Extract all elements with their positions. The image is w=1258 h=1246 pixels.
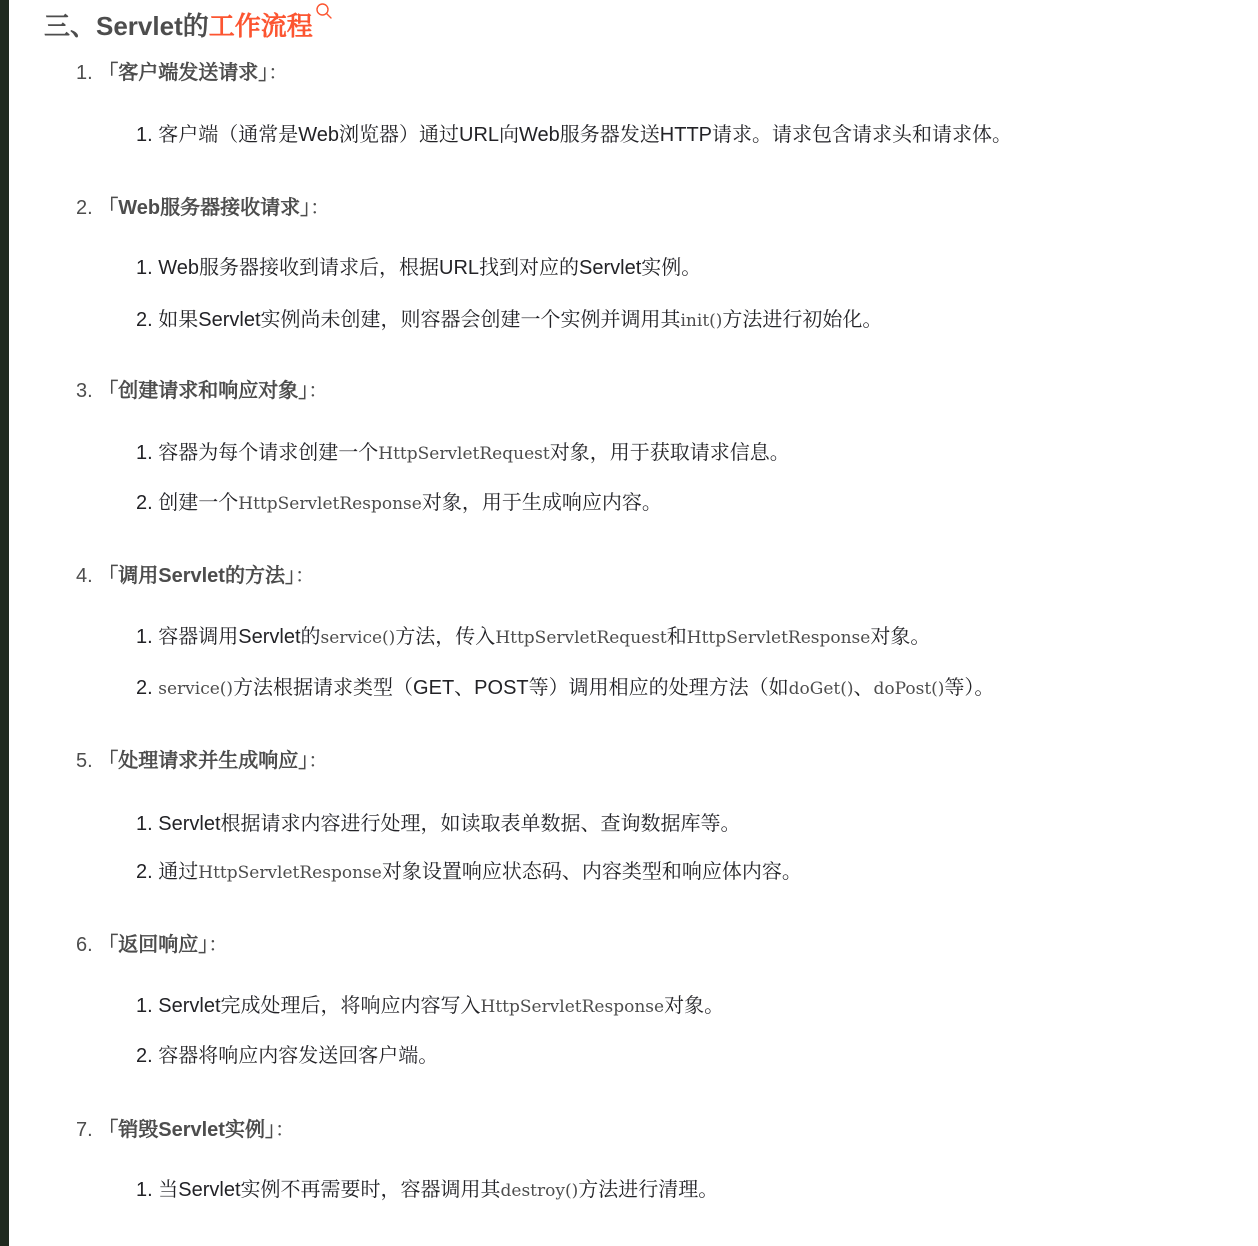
- inline-code: HttpServletRequest: [378, 444, 550, 464]
- step-detail-item: [136, 1041, 438, 1071]
- step-colon: ：: [274, 1119, 295, 1141]
- detail-text: 对象，用于生成响应内容。: [421, 492, 662, 514]
- step-number: 3.: [76, 380, 93, 402]
- detail-text: 等）。: [944, 677, 995, 699]
- detail-text: 容器调用Servlet的: [158, 626, 321, 648]
- step-colon: ：: [308, 750, 329, 772]
- step-number: 7.: [76, 1119, 93, 1141]
- step-heading: [76, 58, 288, 88]
- detail-number: 1.: [136, 995, 153, 1017]
- detail-text: 如果Servlet实例尚未创建，则容器会创建一个实例并调用其: [158, 309, 681, 331]
- step-heading: [76, 746, 328, 776]
- detail-number: 1.: [136, 124, 153, 146]
- inline-code: HttpServletRequest: [495, 628, 667, 648]
- left-edge-strip: [0, 0, 9, 1246]
- step-number: 2.: [76, 197, 93, 219]
- step-heading: [76, 1115, 295, 1145]
- detail-number: 2.: [136, 677, 153, 699]
- step-detail-item: [136, 991, 724, 1022]
- step-title: 「客户端发送请求」: [98, 62, 269, 84]
- detail-text: 当Servlet实例不再需要时，容器调用其: [158, 1179, 501, 1201]
- step-colon: ：: [294, 565, 315, 587]
- step-number: 5.: [76, 750, 93, 772]
- step-number: 6.: [76, 934, 93, 956]
- inline-code: init(): [680, 311, 723, 331]
- detail-text: 和: [666, 626, 687, 648]
- step-number: 4.: [76, 565, 93, 587]
- step-colon: ：: [268, 62, 289, 84]
- inline-code: HttpServletResponse: [480, 997, 665, 1017]
- detail-text: 对象。: [870, 626, 931, 648]
- step-detail-item: [136, 809, 741, 839]
- detail-text: 方法根据请求类型（GET、POST等）调用相应的处理方法（如: [233, 677, 789, 699]
- detail-text: Web服务器接收到请求后，根据URL找到对应的Servlet实例。: [158, 257, 702, 279]
- inline-code: HttpServletResponse: [198, 863, 382, 883]
- inline-code: destroy(): [500, 1181, 579, 1201]
- detail-text: 对象，用于获取请求信息。: [549, 442, 790, 464]
- detail-text: 客户端（通常是Web浏览器）通过URL向Web服务器发送HTTP请求。请求包含请求头和请求体。: [158, 124, 1012, 146]
- detail-text: Servlet完成处理后，将响应内容写入: [158, 995, 481, 1017]
- step-detail-item: [136, 857, 802, 888]
- detail-number: 2.: [136, 861, 153, 883]
- detail-number: 1.: [136, 442, 153, 464]
- section-heading-keyword-link[interactable]: 工作流程: [208, 11, 313, 41]
- section-heading-prefix: 三、Servlet的: [44, 11, 209, 41]
- step-detail-item: [136, 673, 994, 704]
- step-detail-item: [136, 305, 882, 336]
- step-detail-item: [136, 438, 790, 469]
- detail-number: 1.: [136, 626, 153, 648]
- detail-text: Servlet根据请求内容进行处理，如读取表单数据、查询数据库等。: [158, 813, 741, 835]
- step-title: 「调用Servlet的方法」: [98, 565, 295, 587]
- step-title: 「销毁Servlet实例」: [98, 1119, 275, 1141]
- step-heading: [76, 930, 228, 960]
- step-number: 1.: [76, 62, 93, 84]
- step-heading: [76, 376, 328, 406]
- inline-code: service(): [158, 679, 234, 699]
- search-icon[interactable]: [315, 2, 333, 20]
- step-colon: ：: [310, 197, 331, 219]
- inline-code: service(): [320, 628, 396, 648]
- detail-text: 方法进行清理。: [578, 1179, 719, 1201]
- step-heading: [76, 561, 315, 591]
- inline-code: HttpServletResponse: [238, 494, 422, 514]
- detail-text: 方法进行初始化。: [722, 309, 883, 331]
- step-title: 「创建请求和响应对象」: [98, 380, 309, 402]
- step-detail-item: [136, 253, 701, 283]
- step-title: 「返回响应」: [98, 934, 209, 956]
- inline-code: doPost(): [873, 679, 945, 699]
- detail-text: 方法，传入: [395, 626, 496, 648]
- inline-code: doGet(): [788, 679, 854, 699]
- step-title: 「Web服务器接收请求」: [98, 197, 311, 219]
- detail-number: 1.: [136, 257, 153, 279]
- detail-number: 2.: [136, 309, 153, 331]
- detail-text: 容器将响应内容发送回客户端。: [158, 1045, 439, 1067]
- step-detail-item: [136, 488, 662, 519]
- step-detail-item: [136, 1175, 718, 1206]
- inline-code: HttpServletResponse: [686, 628, 871, 648]
- detail-text: 对象。: [664, 995, 725, 1017]
- step-title: 「处理请求并生成响应」: [98, 750, 309, 772]
- detail-text: 容器为每个请求创建一个: [158, 442, 379, 464]
- step-detail-item: [136, 622, 930, 653]
- detail-text: 、: [853, 677, 874, 699]
- step-detail-item: [136, 120, 1012, 150]
- detail-text: 通过: [158, 861, 199, 883]
- detail-number: 2.: [136, 492, 153, 514]
- detail-text: 创建一个: [158, 492, 239, 514]
- section-heading: [44, 6, 313, 46]
- step-heading: [76, 193, 330, 223]
- step-colon: ：: [208, 934, 229, 956]
- detail-number: 2.: [136, 1045, 153, 1067]
- step-colon: ：: [308, 380, 329, 402]
- detail-number: 1.: [136, 813, 153, 835]
- detail-number: 1.: [136, 1179, 153, 1201]
- detail-text: 对象设置响应状态码、内容类型和响应体内容。: [381, 861, 802, 883]
